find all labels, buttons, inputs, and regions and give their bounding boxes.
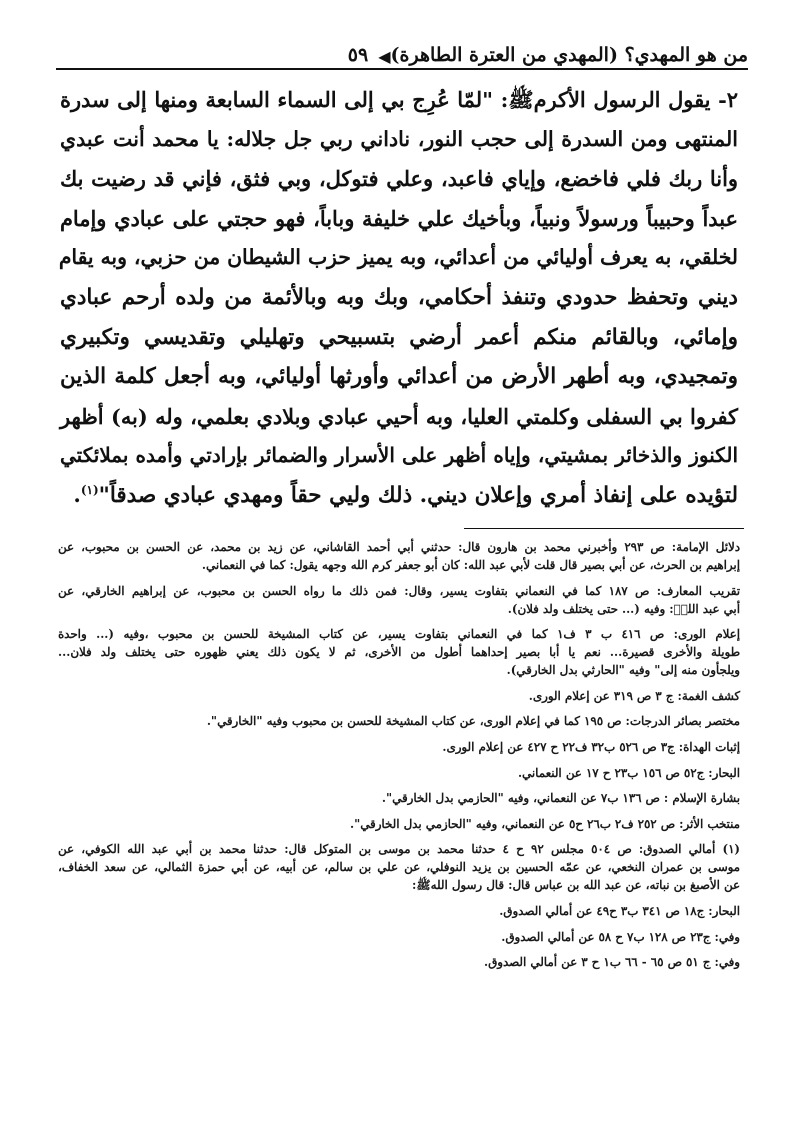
main-line: وتمجيدي، وبه أطهر الأرض من أعدائي وأورثها أوليائي، وبه أجعل كلمة الذين: [60, 364, 738, 390]
footnote: [58, 815, 740, 833]
footnote: [58, 840, 740, 894]
main-line: وإمائي، وبالقائم منكم أعمر أرضي بتسبيحي وتهليلي وتقديسي وتكبيري: [60, 324, 738, 350]
main-line: كفروا بي السفلى وكلمتي العليا، وبه أحيي عبادي وبلادي بعلمي، وله (به) أظهر: [60, 403, 738, 429]
footnote-divider: [464, 528, 744, 529]
main-line: وأنا ربك فلي فاخضع، وإياي فاعبد، وعلي فتوكل، وبي فثق، فإني قد رضيت بك: [60, 166, 738, 192]
footnote: [58, 928, 740, 946]
footnote-line: وفي: ج٢٣ ص ١٢٨ ب٧ ح ٥٨ عن أمالي الصدوق.: [501, 929, 740, 944]
main-line: ديني وتحفظ حدودي وتنفذ أحكامي، وبك وبه وبالأئمة من ولده أرحم عبادي: [60, 284, 738, 310]
footnote: [58, 538, 740, 574]
footnote: [58, 789, 740, 807]
footnote-line: عن الأصبغ بن نباته، عن عبد الله بن عباس قال: قال رسول اللهﷺ:: [412, 878, 740, 893]
footnote: [58, 687, 740, 705]
footnote-marker: (١): [80, 482, 99, 497]
running-header: [56, 34, 748, 70]
header-title: من هو المهدي؟ (المهدي من العترة الطاهرة): [390, 44, 748, 66]
footnote: [58, 738, 740, 756]
page-number: ٥٩: [347, 44, 369, 66]
footnote-line: تقريب المعارف: ص ١٨٧ كما في النعماني بتفاوت يسير، وقال: فمن ذلك ما رواه الحسن بن محبوب، عن إبراهيم الخارقي، عن: [58, 583, 740, 598]
footnote-line: البحار: ج١٨ ص ٣٤١ ب٣ ح٤٩ عن أمالي الصدوق.: [499, 903, 740, 918]
footnote: [58, 953, 740, 971]
main-line: عبداً وحبيباً ورسولاً ونبياً، وبأخيك علي خليفة وباباً، فهو حجتي على عبادي وإمام: [60, 205, 738, 231]
final-period: .: [73, 482, 81, 508]
footnote-line: البحار: ج٥٢ ص ١٥٦ ب٢٣ ح ١٧ عن النعماني.: [517, 765, 740, 780]
footnote-line: (١) أمالي الصدوق: ص ٥٠٤ مجلس ٩٢ ح ٤ حدثنا محمد بن موسى بن المتوكل قال: حدثنا محمد بن أبي عبد الله الكوفي، عن: [58, 842, 741, 857]
footnote-line: كشف الغمة: ج ٣ ص ٣١٩ عن إعلام الورى.: [528, 688, 740, 703]
header-chevron-icon: ◀: [378, 47, 391, 66]
main-line: المنتهى ومن السدرة إلى حجب النور، ناداني ربي جل جلاله: يا محمد أنت عبدي: [60, 126, 738, 151]
footnote: [58, 582, 740, 618]
footnote: [58, 764, 740, 782]
footnote-line: دلائل الإمامة: ص ٢٩٣ وأخبرني محمد بن هارون قال: حدثني أبي أحمد القاشاني، عن زيد بن محمد، عن الحسن بن محبوب، عن: [58, 540, 740, 554]
footnote-line: وفي: ج ٥١ ص ٦٥ - ٦٦ ب١ ح ٣ عن أمالي الصدوق.: [484, 955, 740, 970]
footnote: [58, 625, 740, 679]
footnote-line: منتخب الأثر: ص ٢٥٢ ف٢ ب٢٦ ح٥ عن النعماني، وفيه "الحازمي بدل الخارقي".: [349, 816, 740, 831]
footnote-line: موسى بن عمران النخعي، عن عمّه الحسين بن يزيد النوفلي، عن علي بن سالم، عن أبيه، عن أبي حمزة الثمالي، عن سعد الخفاف،: [58, 860, 740, 875]
main-line: [60, 476, 738, 516]
footnote: [58, 712, 740, 730]
main-line: ٢- يقول الرسول الأكرمﷺ: "لمّا عُرِج بي إلى السماء السابعة ومنها إلى سدرة: [60, 87, 738, 112]
footnote-line: إبراهيم بن الحرث، عن أبي بصير قال قلت لأبي عبد الله: كان أبو جعفر كرم الله وجهه يقول: كما في النعماني.: [201, 558, 740, 572]
main-line: لخلقي، به يعرف أوليائي من أعدائي، وبه يميز حزب الشيطان من حزبي، وبه يقام: [58, 245, 738, 270]
footnote-line: بشارة الإسلام : ص ١٣٦ ب٧ عن النعماني، وفيه "الحازمي بدل الخارقي".: [381, 791, 740, 806]
footnote: [58, 902, 740, 920]
footnote-line: ويلجأون منه إلى" وفيه "الحارثي بدل الخارقي).: [506, 663, 740, 678]
main-text: [60, 80, 738, 516]
footnote-line: طويلة والأخرى قصيرة... نعم يا أبا بصير إحداهما أطول من الأخرى، ثم لا يكون ذلك يعني ظهوره حتى يختلف ولد فلان...: [58, 645, 740, 660]
footnote-line: إثبات الهداة: ج٣ ص ٥٢٦ ب٣٢ ف٢٢ ح ٤٢٧ عن إعلام الورى.: [442, 739, 740, 754]
footnote-line: إعلام الورى: ص ٤١٦ ب ٣ ف١ كما في النعماني بتفاوت يسير، عن كتاب المشيخة للحسن بن محبوب ،وفيه (... واحدة: [58, 627, 741, 642]
footnote-line: أبي عبد اللهؑ: وفيه (... حتى يختلف ولد فلان).: [507, 601, 740, 616]
main-line-text: لتؤيده على إنفاذ أمري وإعلان ديني. ذلك وليي حقاً ومهدي عبادي صدقاً": [98, 482, 738, 508]
footnote-line: مختصر بصائر الدرجات: ص ١٩٥ كما في إعلام الورى، عن كتاب المشيخة للحسن بن محبوب وفيه "الخارقي".: [206, 714, 740, 729]
main-line: الكنوز والذخائر بمشيتي، وإياه أظهر على الأسرار والضمائر بإرادتي وأمده بملائكتي: [60, 443, 738, 468]
footnotes: [58, 538, 740, 979]
